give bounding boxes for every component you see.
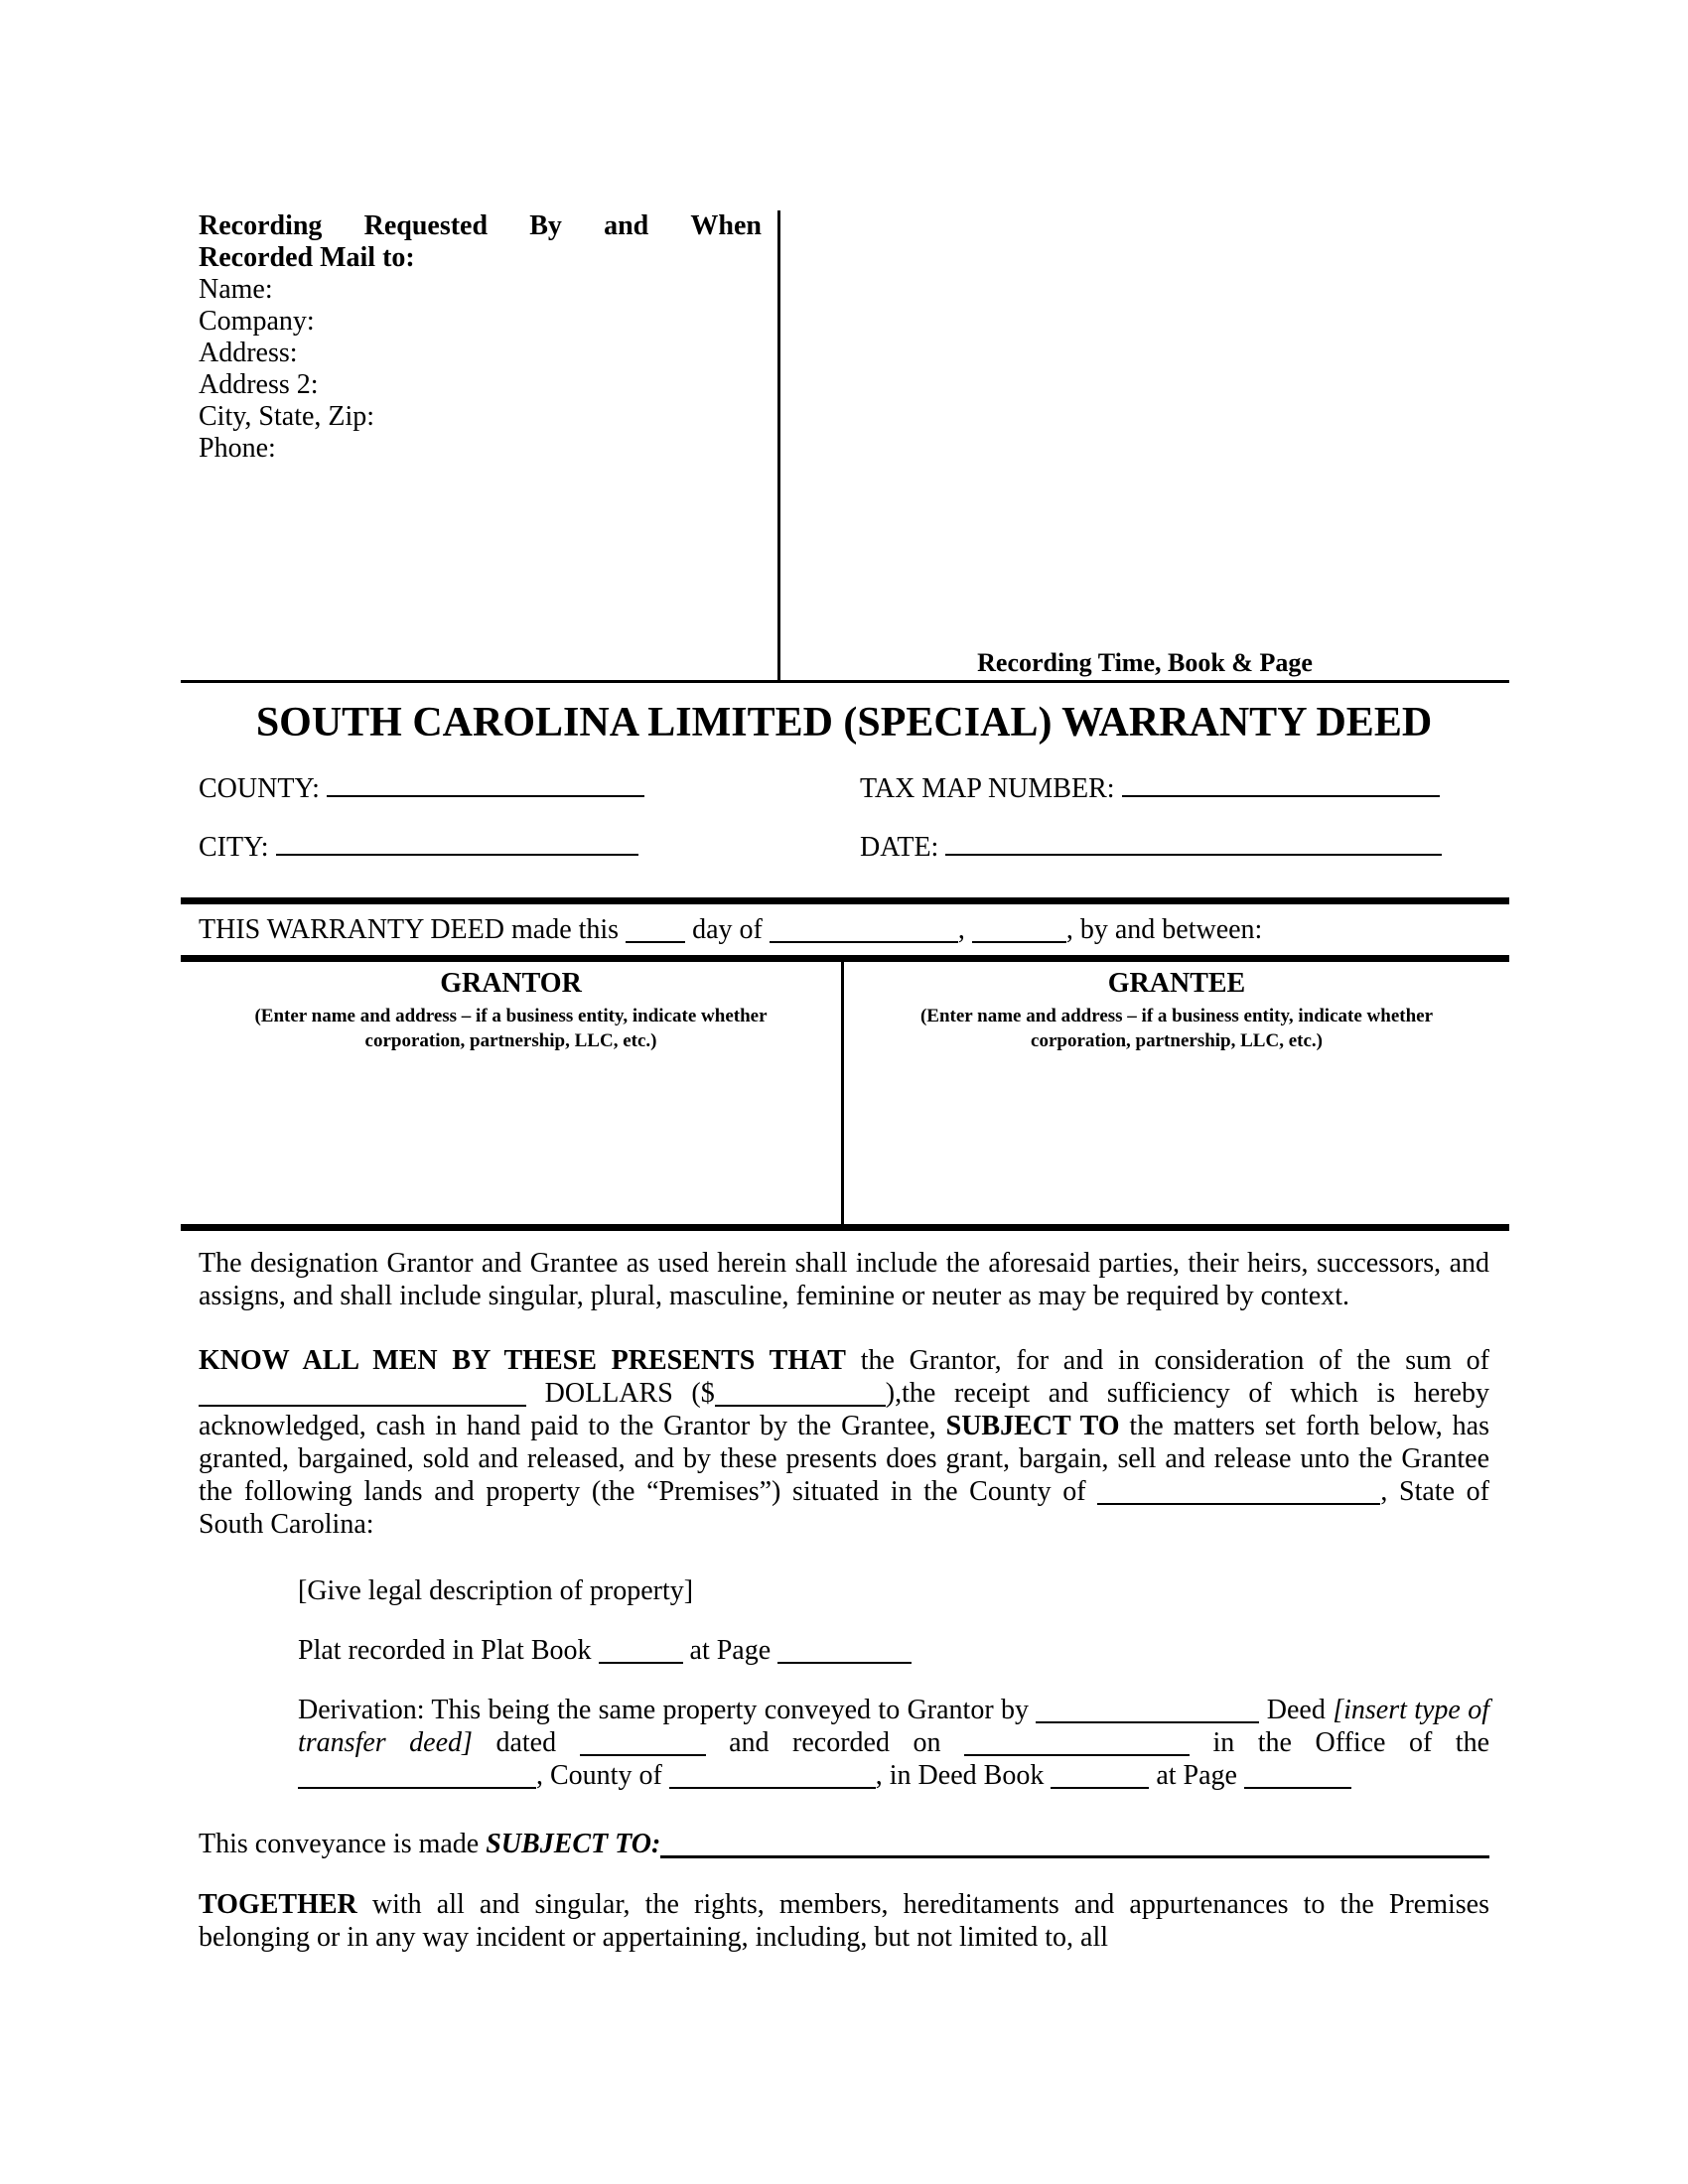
city-blank — [276, 834, 638, 856]
plat-page-blank — [777, 1642, 912, 1664]
day-blank — [626, 921, 685, 943]
consideration-paragraph — [199, 1344, 1489, 1541]
year-blank — [972, 921, 1066, 943]
recording-request-block — [181, 210, 777, 680]
know-all-men-lead: KNOW ALL MEN BY THESE PRESENTS THAT — [199, 1345, 846, 1376]
office-blank — [298, 1767, 536, 1789]
recipient-name-label: Name: — [199, 274, 273, 305]
request-title-word: By — [529, 210, 562, 241]
grantor-entry-area — [181, 1053, 841, 1212]
meta-row-county-taxmap — [199, 772, 1489, 805]
derivation-seg6: , County of — [536, 1760, 669, 1791]
derivation-seg5: in the Office of the — [1189, 1727, 1490, 1758]
consideration-seg4: the matters set forth below, has granted, bargained, sold and released, and by these presents does grant, bargain, sell and release unto the Grantee the following lands and property (the “Premises”) situated in the County of — [199, 1411, 1490, 1507]
meta-row-city-date — [199, 831, 1489, 864]
derivation-seg1: Derivation: This being the same property conveyed to Grantor by — [298, 1695, 1037, 1725]
plat-line — [298, 1634, 1489, 1667]
derivation-seg4: and recorded on — [705, 1727, 964, 1758]
amount-words-blank — [199, 1385, 526, 1407]
derivation-seg7: , in Deed Book — [875, 1760, 1052, 1791]
deed-book-blank — [1051, 1767, 1149, 1789]
recording-header-block — [181, 210, 1509, 683]
request-title-word: When — [690, 210, 762, 241]
derivation-seg3: dated — [472, 1727, 580, 1758]
county-of-blank — [669, 1767, 876, 1789]
derivation-seg8: at Page — [1149, 1760, 1244, 1791]
subject-to-blank — [660, 1832, 1489, 1858]
request-title-word: Requested — [363, 210, 489, 241]
month-blank — [770, 921, 958, 943]
request-title-word: and — [604, 210, 649, 241]
section-bar-top — [181, 897, 1509, 904]
recipient-company-label: Company: — [199, 306, 315, 337]
consideration-seg2: DOLLARS ($ — [526, 1378, 715, 1409]
recipient-phone-label: Phone: — [199, 433, 276, 464]
consideration-seg5: , State of South Carolina: — [199, 1476, 1490, 1540]
county-blank — [327, 775, 644, 797]
deed-type-blank — [1036, 1702, 1259, 1723]
intro-comma: , — [957, 914, 972, 945]
tax-map-label: TAX MAP NUMBER: — [860, 773, 1115, 804]
consideration-seg1: the Grantor, for and in consideration of the sum of — [845, 1345, 1490, 1376]
designation-paragraph: The designation Grantor and Grantee as used herein shall include the aforesaid parties, their heirs, successors, and assigns, and shall include singular, plural, masculine, feminine or neuter as may be required by context. — [199, 1248, 1489, 1311]
parties-table — [181, 955, 1509, 1231]
request-title-line2: Recorded Mail to: — [199, 242, 415, 273]
deed-intro-line — [199, 913, 1489, 946]
recording-stamp-area — [780, 210, 1509, 680]
conveyance-subject-to: SUBJECT TO: — [486, 1829, 661, 1859]
grantee-title: GRANTEE — [1107, 968, 1246, 999]
subject-to-bold: SUBJECT TO — [945, 1411, 1120, 1441]
conveyance-text — [199, 1828, 660, 1860]
dated-blank — [580, 1734, 706, 1756]
grantor-title: GRANTOR — [440, 968, 582, 999]
city-label: CITY: — [199, 832, 269, 863]
derivation-paragraph — [298, 1694, 1489, 1792]
plat-seg1: Plat recorded in Plat Book — [298, 1635, 599, 1666]
request-title-word: Recording — [199, 210, 323, 241]
together-paragraph — [199, 1888, 1489, 1954]
date-label: DATE: — [860, 832, 939, 863]
recipient-address-label: Address: — [199, 338, 298, 368]
plat-seg2: at Page — [682, 1635, 778, 1666]
grantee-note: (Enter name and address – if a business entity, indicate whether corporation, partnership, LLC, etc.) — [919, 1006, 1434, 1051]
recording-stamp-label: Recording Time, Book & Page — [977, 648, 1313, 677]
grantor-note: (Enter name and address – if a business entity, indicate whether corporation, partnership, LLC, etc.) — [254, 1006, 768, 1051]
date-blank — [945, 834, 1442, 856]
together-lead: TOGETHER — [199, 1889, 357, 1920]
intro-day-of: day of — [685, 914, 770, 945]
consideration-seg3: ),the receipt and sufficiency of which is hereby acknowledged, cash in hand paid to the Grantor by the Grantee, — [199, 1378, 1489, 1441]
recorded-on-blank — [964, 1734, 1190, 1756]
grantor-cell — [181, 962, 844, 1224]
conveyance-line — [199, 1828, 1489, 1860]
county-name-blank — [1097, 1483, 1380, 1505]
tax-map-blank — [1122, 775, 1440, 797]
amount-numeric-blank — [715, 1385, 886, 1407]
insert-deed-type-note: [insert type of transfer deed] — [298, 1695, 1490, 1758]
recipient-address2-label: Address 2: — [199, 369, 319, 400]
county-label: COUNTY: — [199, 773, 320, 804]
derivation-seg2: Deed — [1259, 1695, 1334, 1725]
together-text: with all and singular, the rights, members, hereditaments and appurtenances to the Premises belonging or in any way incident or appertaining, including, but not limited to, all — [199, 1889, 1489, 1953]
deed-page-blank — [1244, 1767, 1351, 1789]
grantee-entry-area — [844, 1053, 1509, 1212]
request-title-line1 — [199, 210, 762, 242]
document-title: SOUTH CAROLINA LIMITED (SPECIAL) WARRANTY DEED — [255, 700, 1433, 746]
grantee-cell — [844, 962, 1509, 1224]
conveyance-seg1: This conveyance is made — [199, 1829, 487, 1859]
intro-lead: THIS WARRANTY DEED made this — [199, 914, 627, 945]
plat-book-blank — [599, 1642, 683, 1664]
legal-description-placeholder: [Give legal description of property] — [298, 1575, 694, 1606]
recipient-city-state-zip-label: City, State, Zip: — [199, 401, 375, 432]
intro-tail: , by and between: — [1065, 914, 1263, 945]
